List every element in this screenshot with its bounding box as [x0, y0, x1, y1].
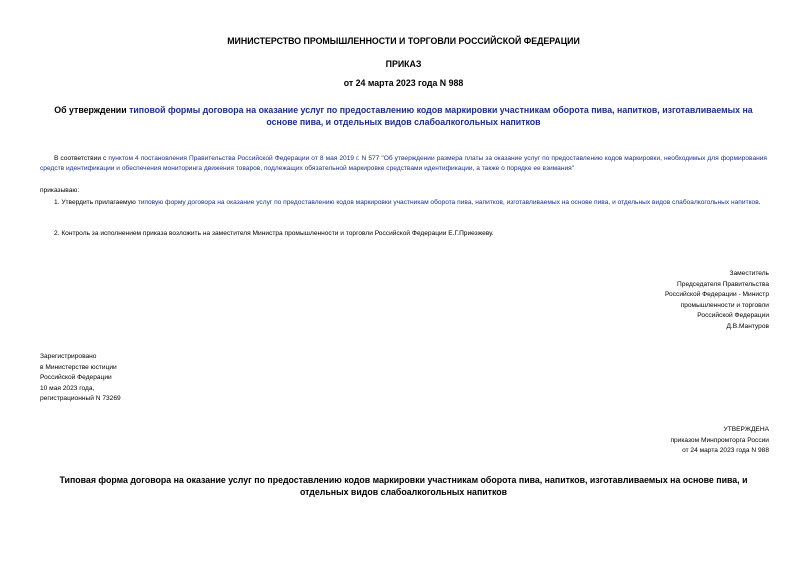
item-1-paragraph	[40, 198, 767, 208]
registration-line: Зарегистрировано	[40, 353, 97, 360]
signer-line: Российской Федерации - Министр	[664, 291, 769, 298]
signer-line: Российской Федерации	[697, 312, 769, 319]
document-date-number: от 24 марта 2023 года N 988	[343, 78, 464, 88]
registration-line: регистрационный N 73269	[40, 395, 121, 402]
item-1-prefix: 1. Утвердить прилагаемую	[54, 199, 138, 206]
order-word: приказываю:	[40, 187, 80, 194]
basis-link[interactable]: пунктом 4 постановления Правительства Российской Федерации от 8 мая 2019 г. N 577 "Об утверждении размера платы за оказание услуг по предоставлению кодов маркировки, необходимых для формирования средств идентификации и обеспечения мониторинга движения товаров, подлежащих обязательной маркировке средствами идентификации, а также о порядке ее взимания"	[40, 155, 768, 172]
registration-line: 10 мая 2023 года,	[40, 384, 95, 392]
registration-line: Российской Федерации	[40, 374, 112, 381]
approved-block	[670, 425, 769, 457]
approved-line: приказом Минпромторга России	[670, 436, 769, 444]
basis-paragraph	[40, 154, 767, 174]
ministry-name: МИНИСТЕРСТВО ПРОМЫШЛЕННОСТИ И ТОРГОВЛИ РОССИЙСКОЙ ФЕДЕРАЦИИ	[227, 36, 580, 46]
item-1-link[interactable]: типовую форму договора на оказание услуг по предоставлению кодов маркировки участникам оборота пива, напитков, изготавливаемых на основе пива, и отдельных видов слабоалкогольных напитков	[137, 199, 759, 206]
approved-line: от 24 марта 2023 года N 988	[682, 447, 769, 454]
signer-line: Заместитель	[729, 270, 769, 277]
form-title: Типовая форма договора на оказание услуг по предоставлению кодов маркировки участникам оборота пива, напитков, изготавливаемых на основе пива, и отдельных видов слабоалкогольных напитков	[59, 475, 748, 497]
signer-name: Д.В.Мантуров	[726, 322, 769, 330]
order-title-prefix: Об утверждении	[54, 105, 130, 115]
registration-line: в Министерстве юстиции	[40, 363, 117, 371]
signer-block	[665, 269, 769, 332]
document-type: ПРИКАЗ	[385, 59, 422, 69]
order-title	[40, 105, 767, 128]
approved-line: УТВЕРЖДЕНА	[723, 426, 769, 433]
registration-block	[40, 352, 121, 405]
order-title-link[interactable]: типовой формы договора на оказание услуг по предоставлению кодов маркировки участникам оборота пива, напитков, изготавливаемых на основе пива, и отдельных видов слабоалкогольных напитков	[129, 105, 753, 127]
signer-line: промышленности и торговли	[680, 301, 769, 309]
basis-prefix: В соответствии с	[54, 155, 109, 162]
item-1-suffix: .	[758, 199, 761, 206]
item-2-paragraph: 2. Контроль за исполнением приказа возложить на заместителя Министра промышленности и торговли Российской Федерации Е.Г.Приезжеву.	[54, 230, 494, 237]
signer-line: Председателя Правительства	[677, 280, 769, 288]
